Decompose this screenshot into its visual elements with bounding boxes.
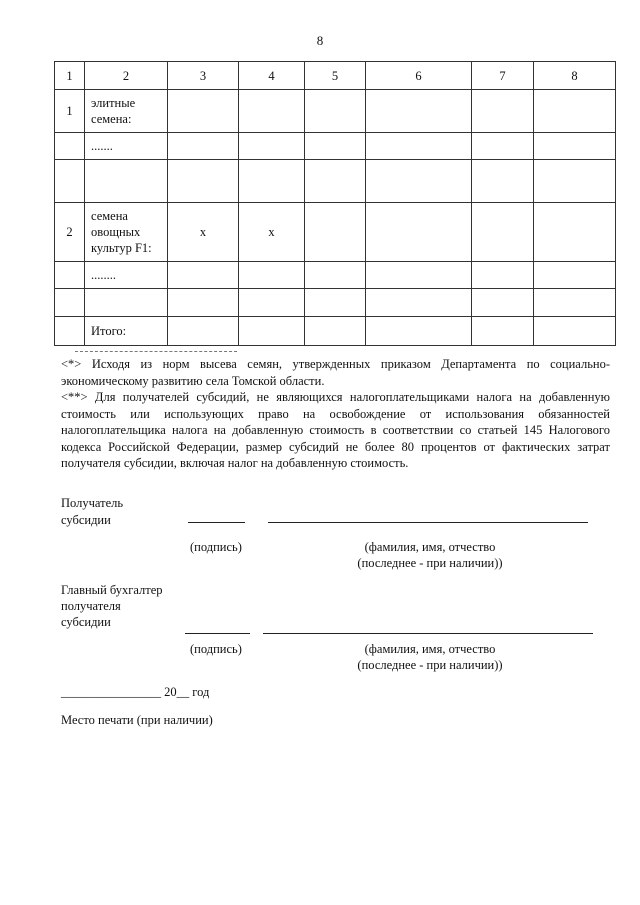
table-cell	[305, 262, 366, 289]
table-cell	[472, 160, 534, 203]
table-cell	[534, 160, 616, 203]
table-row	[55, 160, 616, 203]
table-cell	[534, 262, 616, 289]
table-row	[55, 133, 616, 160]
table-cell	[239, 289, 305, 317]
table-cell	[85, 289, 168, 317]
table-cell	[55, 133, 85, 160]
page-number: 8	[316, 33, 324, 48]
table-cell	[55, 160, 85, 203]
table-cell	[472, 203, 534, 262]
accountant-signature-caption: (подпись)	[190, 642, 242, 656]
table-cell: х	[239, 203, 305, 262]
table-cell	[366, 133, 472, 160]
recipient-name-caption-1: (фамилия, имя, отчество	[364, 540, 496, 554]
header-cell: 6	[366, 62, 472, 90]
table-cell	[534, 133, 616, 160]
accountant-signature-line	[185, 633, 250, 634]
table-cell	[305, 160, 366, 203]
table-cell: .......	[85, 133, 168, 160]
table-total-row	[55, 317, 616, 346]
recipient-signature-caption: (подпись)	[190, 540, 242, 554]
accountant-name-caption-2: (последнее - при наличии))	[357, 658, 503, 672]
footnote-2: <**> Для получателей субсидий, не являющихся налогоплательщиками налога на добавленную стоимость или использующих право на освобождение от использования обязанностей налогоплательщика налога на добавленную стоимость в соответствии со статьей 145 Налогового кодекса Российской Федерации, размер субсидий не более 80 процентов от фактических затрат получателя субсидии, включая налог на добавленную стоимость.	[61, 390, 610, 470]
header-cell: 5	[305, 62, 366, 90]
total-label: Итого:	[85, 317, 168, 346]
table-cell	[305, 203, 366, 262]
header-cell: 4	[239, 62, 305, 90]
table-cell	[366, 317, 472, 346]
table-cell	[534, 90, 616, 133]
accountant-label-line3: субсидии	[61, 615, 111, 629]
table-cell	[366, 203, 472, 262]
table-cell	[239, 133, 305, 160]
table-cell	[472, 289, 534, 317]
table-cell	[472, 133, 534, 160]
table-cell	[85, 160, 168, 203]
table-cell	[305, 90, 366, 133]
table-cell	[239, 90, 305, 133]
table-cell: элитные семена:	[85, 90, 168, 133]
table-cell	[366, 160, 472, 203]
table-cell	[55, 317, 85, 346]
recipient-name-line	[268, 522, 588, 523]
table-cell	[239, 262, 305, 289]
table-cell: ........	[85, 262, 168, 289]
date-blank: ________________	[61, 685, 161, 699]
seal-place: Место печати (при наличии)	[61, 713, 213, 727]
table-cell	[305, 133, 366, 160]
footnotes	[61, 348, 610, 472]
recipient-signature-line	[188, 522, 245, 523]
table-cell	[305, 289, 366, 317]
date-line	[61, 684, 209, 701]
table-cell	[55, 262, 85, 289]
table-cell	[366, 262, 472, 289]
table-cell	[366, 90, 472, 133]
table-row	[55, 90, 616, 133]
table-row	[55, 289, 616, 317]
accountant-name-line	[263, 633, 593, 634]
table-cell	[366, 289, 472, 317]
table-cell	[534, 289, 616, 317]
table-cell	[168, 133, 239, 160]
table-header-row	[55, 62, 616, 90]
date-year: 20__ год	[164, 685, 210, 699]
table-cell	[55, 289, 85, 317]
table-cell	[534, 203, 616, 262]
recipient-name-caption-2: (последнее - при наличии))	[357, 556, 503, 570]
header-cell: 3	[168, 62, 239, 90]
header-cell: 1	[55, 62, 85, 90]
table-cell	[472, 90, 534, 133]
table-cell: семена овощных культур F1:	[85, 203, 168, 262]
table-row	[55, 262, 616, 289]
table-cell: 1	[55, 90, 85, 133]
table-cell: х	[168, 203, 239, 262]
table-cell	[168, 317, 239, 346]
table-cell	[168, 289, 239, 317]
table-cell: 2	[55, 203, 85, 262]
table-cell	[168, 160, 239, 203]
accountant-label-line2: получателя	[61, 599, 121, 613]
table-cell	[239, 160, 305, 203]
table-cell	[305, 317, 366, 346]
recipient-label-line1: Получатель	[61, 496, 124, 510]
footnote-1: <*> Исходя из норм высева семян, утвержденных приказом Департамента по социально-экономическому развитию села Томской области.	[61, 357, 610, 388]
footnote-separator	[75, 351, 237, 352]
accountant-name-caption-1: (фамилия, имя, отчество	[364, 642, 496, 656]
header-cell: 7	[472, 62, 534, 90]
table-cell	[534, 317, 616, 346]
header-cell: 2	[85, 62, 168, 90]
table-cell	[472, 317, 534, 346]
accountant-label-line1: Главный бухгалтер	[61, 583, 163, 597]
subsidy-table	[54, 61, 616, 346]
recipient-label-line2: субсидии	[61, 513, 111, 527]
header-cell: 8	[534, 62, 616, 90]
table-row	[55, 203, 616, 262]
table-cell	[168, 262, 239, 289]
table-cell	[168, 90, 239, 133]
table-cell	[239, 317, 305, 346]
table-cell	[472, 262, 534, 289]
